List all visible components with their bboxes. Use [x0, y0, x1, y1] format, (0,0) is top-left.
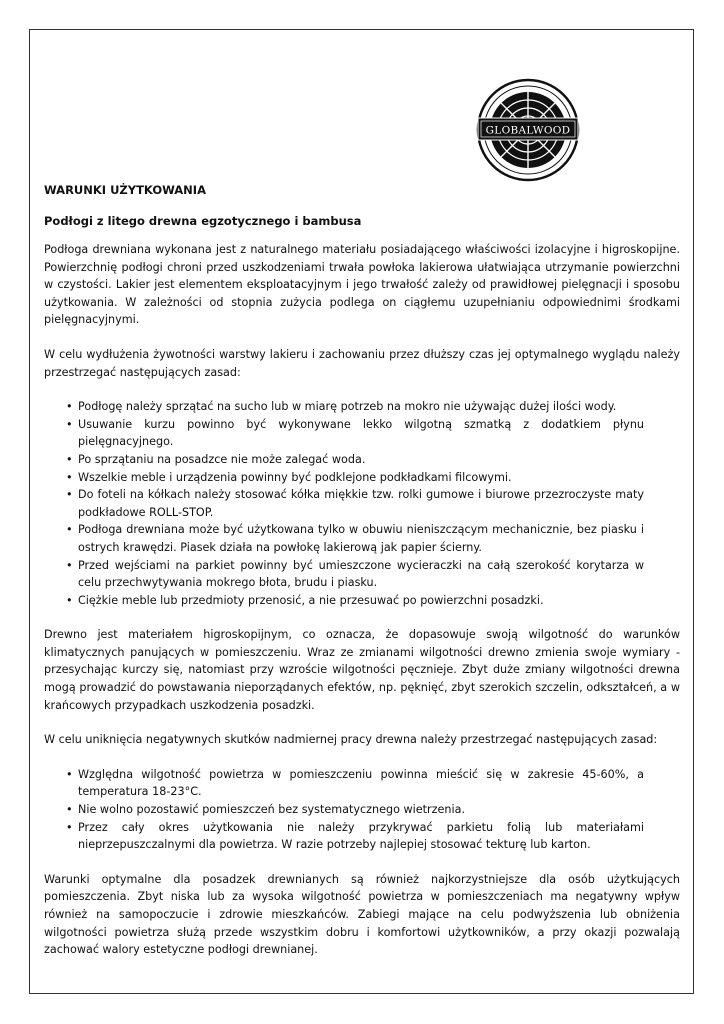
document-subtitle: Podłogi z litego drewna egzotycznego i bambusa [44, 214, 362, 228]
hygroscopic-paragraph: Drewno jest materiałem higroskopijnym, co oznacza, że dopasowuje swoją wilgotność do warunków klimatycznych panujących w pomieszczeniu. Wraz ze zmianami wilgotności drewno zmienia swoje wymiary - przesychając kurczy się, natomiast przy wzroście wilgotności pęcznieje. Zbyt duże zmiany wilgotności drewna mogą prowadzić do powstawania nieporządanych efektów, np. pęknięć, zbyt szerokich szczelin, odkształceń, a w krańcowych przypadkach uszkodzenia posadzki. [44, 628, 680, 712]
list-item: • Względna wilgotność powietrza w pomieszczeniu powinna mieścić się w zakresie 45-60%, a temperatura 18-23°C. [78, 766, 644, 801]
intro-paragraph: Podłoga drewniana wykonana jest z naturalnego materiału posiadającego właściwości izolacyjne i higroskopijne. Powierzchnię podłogi chroni przed uszkodzeniami trwała powłoka lakierowa ułatwiająca utrzymanie powierzchni w czystości. Lakier jest elementem eksploatacyjnym i jego trwałość zależy od prawidłowej pielęgnacji i sposobu użytkowania. W zależności od stopnia zużycia podlega on ciągłemu uzupełnianiu odpowiednimi środkami pielęgnacyjnymi. [44, 243, 680, 327]
list-item: • Nie wolno pozostawić pomieszczeń bez systematycznego wietrzenia. [78, 801, 644, 819]
list-item: • Podłoga drewniana może być użytkowana tylko w obuwiu nieniszczącym mechanicznie, bez piasku i ostrych krawędzi. Piasek działa na powłokę lakierową jak papier ścierny. [78, 521, 644, 556]
list-item: • Ciężkie meble lub przedmioty przenosić, a nie przesuwać po powierzchni posadzki. [78, 592, 644, 610]
document-body [44, 182, 680, 976]
care-rules-list [44, 398, 644, 609]
list-item: • Przez cały okres użytkowania nie należy przykrywać parkietu folią lub materiałami nieprzepuszczalnymi dla powietrza. W razie potrzeby najlepiej stosować tekturę lub karton. [78, 819, 644, 854]
list-item: • Usuwanie kurzu powinno być wykonywane lekko wilgotną szmatką z dodatkiem płynu pielęgnacyjnego. [78, 416, 644, 451]
list-item: • Podłogę należy sprzątać na sucho lub w miarę potrzeb na mokro nie używając dużej ilości wody. [78, 398, 644, 416]
globalwood-logo [472, 74, 584, 184]
humidity-rules-list [44, 766, 644, 854]
list-item: • Wszelkie meble i urządzenia powinny być podklejone podkładkami filcowymi. [78, 469, 644, 487]
list-item: • Po sprzątaniu na posadzce nie może zalegać woda. [78, 451, 644, 469]
rules-intro-paragraph: W celu wydłużenia żywotności warstwy lakieru i zachowaniu przez dłuższy czas jej optymalnego wyglądu należy przestrzegać następujących zasad: [44, 347, 680, 379]
list-item: • Do foteli na kółkach należy stosować kółka miękkie tzw. rolki gumowe i biurowe przezroczyste maty podkładowe ROLL-STOP. [78, 486, 644, 521]
logo-text: GLOBALWOOD [485, 124, 571, 137]
list-item: • Przed wejściami na parkiet powinny być umieszczone wycieraczki na całą szerokość korytarza w celu przechwytywania mokrego błota, brudu i piasku. [78, 557, 644, 592]
humidity-rules-intro-paragraph: W celu uniknięcia negatywnych skutków nadmiernej pracy drewna należy przestrzegać następujących zasad: [44, 733, 658, 747]
closing-paragraph: Warunki optymalne dla posadzek drewnianych są również najkorzystniejsze dla osób użytkujących pomieszczenia. Zbyt niska lub za wysoka wilgotność powietrza w pomieszczeniach ma negatywny wpływ również na samopoczucie i zdrowie mieszkańców. Zabiegi mające na celu podwyższenia lub obniżenia wilgotności powietrza służą przede wszystkim dobru i komfortowi użytkowników, a przy okazji pozwalają zachować walory estetyczne podłogi drewnianej. [44, 872, 680, 957]
document-title: WARUNKI UŻYTKOWANIA [44, 183, 206, 197]
